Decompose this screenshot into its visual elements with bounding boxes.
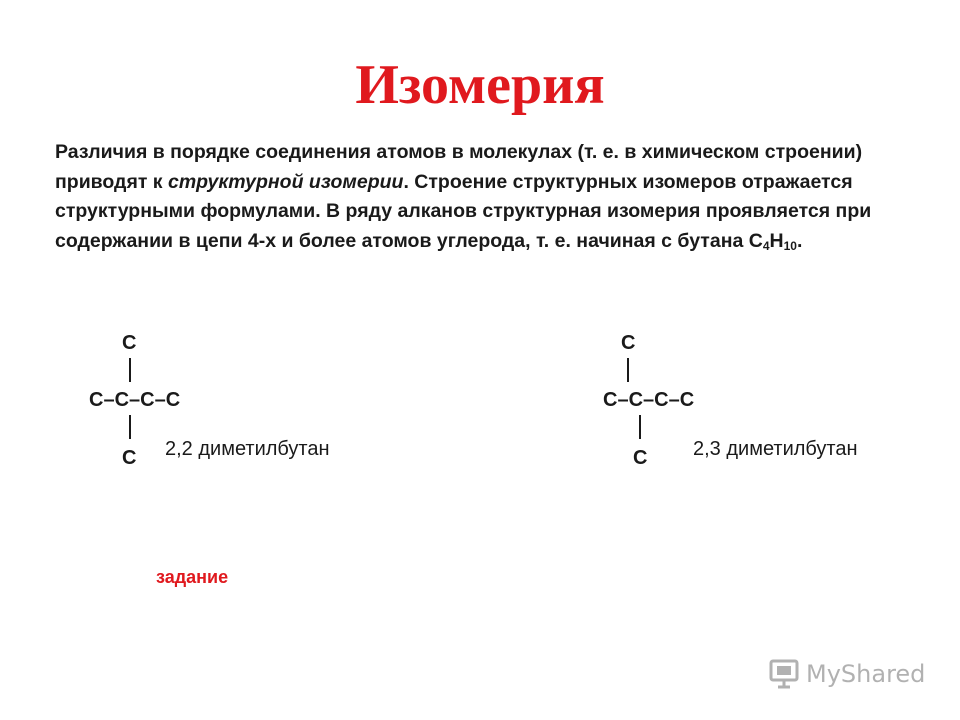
task-link[interactable]: задание	[156, 567, 229, 587]
paragraph-part1: Различия в порядке соединения атомов в молекулах (т. е. в химическом строении) приводят к	[55, 141, 863, 193]
bottom-bond	[639, 415, 641, 439]
top-bond	[129, 358, 131, 382]
top-methyl-atom: C	[122, 332, 137, 354]
top-methyl-atom: C	[621, 332, 636, 354]
molecule-1-name: 2,2 диметилбутан	[165, 438, 330, 460]
slide-title: Изомерия	[355, 54, 605, 116]
molecule-2-name: 2,3 диметилбутан	[693, 438, 858, 460]
main-chain: C–C–C–C	[603, 389, 695, 411]
watermark-text: MyShared	[806, 660, 926, 688]
paragraph-part2: . Строение структурных изомеров отражается структурными формулами. В ряду алканов структурная изомерия проявляется при содержании в цепи 4-х и более атомов углерода, т. е. начиная с бутана	[55, 170, 872, 252]
presentation-icon	[768, 658, 800, 690]
top-bond	[627, 358, 629, 382]
bottom-methyl-atom: C	[633, 447, 648, 469]
bottom-bond	[129, 415, 131, 439]
bottom-methyl-atom: C	[122, 447, 137, 469]
main-chain: C–C–C–C	[89, 389, 181, 411]
butane-formula: $C_4H_{10}$	[748, 229, 797, 253]
description-paragraph: Различия в порядке соединения атомов в молекулах (т. е. в химическом строении) приводят к структурной изомерии. Строение структурных изомеров отражается структурными формулами. В ряду алканов структурная изомерия проявляется при содержании в цепи 4-х и более атомов углерода, т. е. начиная с бутана $C_4H_{10}$.	[55, 141, 872, 253]
paragraph-emphasis: структурной изомерии	[167, 170, 404, 193]
myshared-watermark	[768, 656, 925, 692]
